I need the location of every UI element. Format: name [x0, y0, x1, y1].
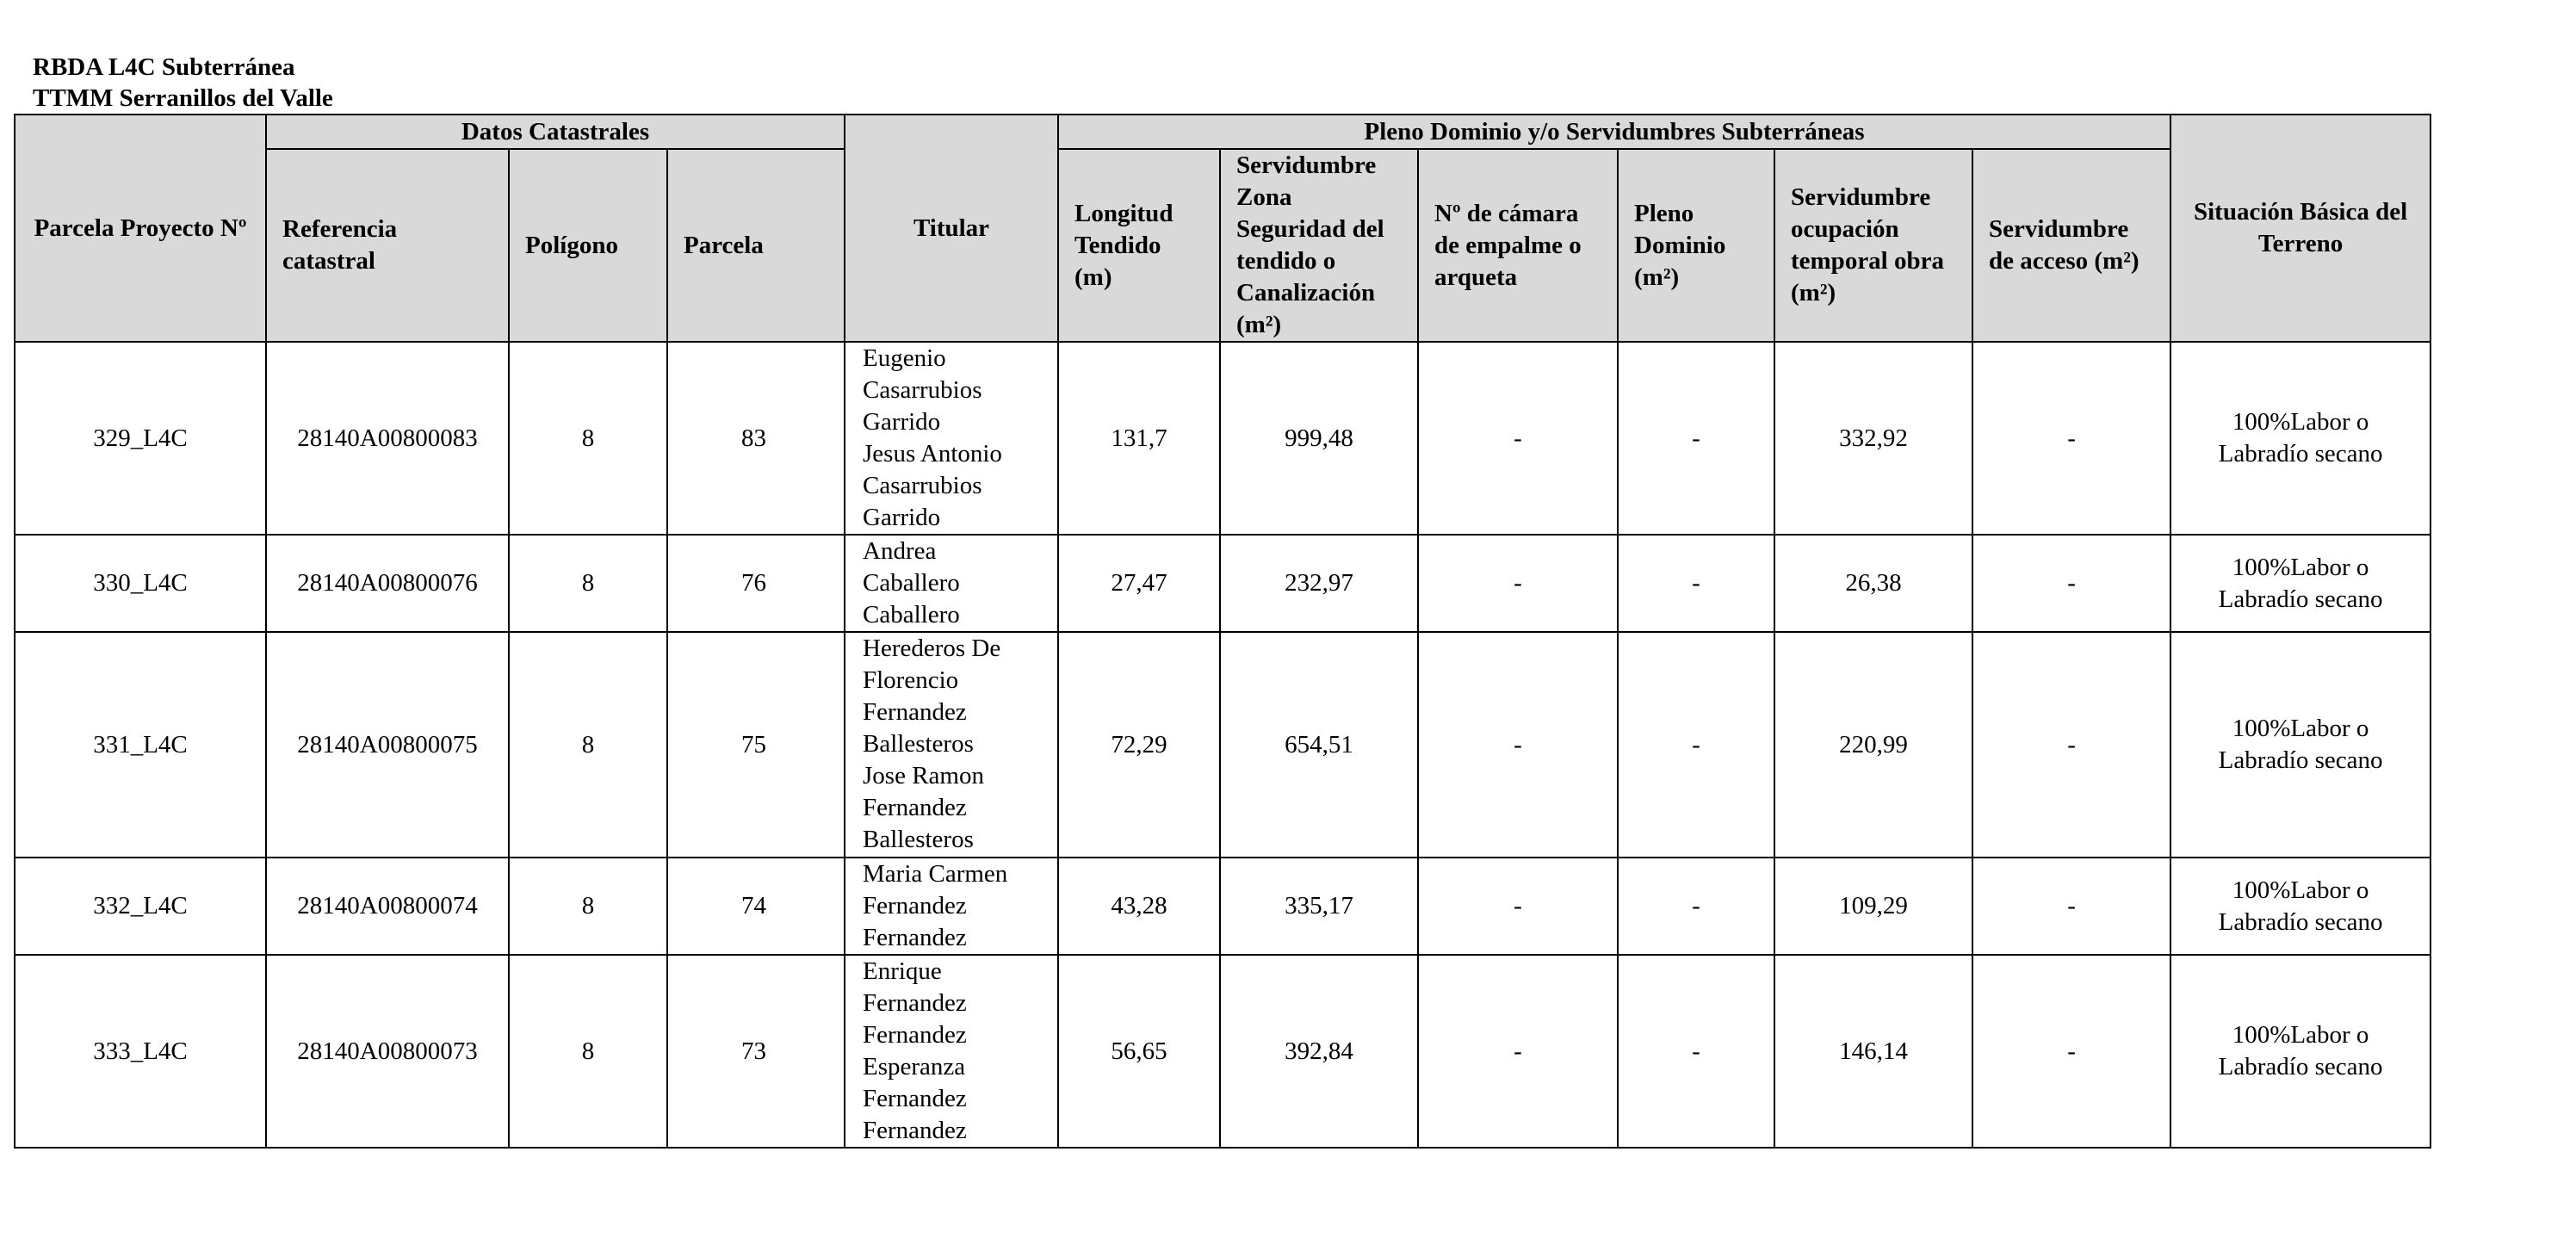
table-body: [15, 342, 2430, 1148]
cell-camara: -: [1418, 955, 1618, 1148]
cell-situacion: 100%Labor o Labradío secano: [2170, 955, 2430, 1148]
cell-servidumbre-zona: 654,51: [1220, 632, 1418, 858]
cell-ocupacion: 109,29: [1774, 858, 1972, 955]
cell-titular: Maria Carmen Fernandez Fernandez: [845, 858, 1058, 955]
cell-situacion: 100%Labor o Labradío secano: [2170, 342, 2430, 535]
cell-camara: -: [1418, 535, 1618, 632]
col-referencia: [266, 149, 509, 342]
cell-referencia: 28140A00800083: [266, 342, 509, 535]
col-ocupacion: [1774, 149, 1972, 342]
cell-camara: -: [1418, 342, 1618, 535]
parcel-table: [14, 114, 2431, 1149]
col-parcela-label: Parcela: [684, 231, 764, 259]
col-camara: [1418, 149, 1618, 342]
cell-titular: Herederos De Florencio Fernandez Ballesteros Jose Ramon Fernandez Ballesteros: [845, 632, 1058, 858]
cell-acceso: -: [1972, 858, 2170, 955]
cell-camara: -: [1418, 632, 1618, 858]
cell-titular: Enrique Fernandez Fernandez Esperanza Fernandez Fernandez: [845, 955, 1058, 1148]
cell-referencia: 28140A00800076: [266, 535, 509, 632]
col-parcela: [667, 149, 845, 342]
col-acceso: [1972, 149, 2170, 342]
cell-poligono: 8: [509, 955, 667, 1148]
col-referencia-label: Referencia catastral: [282, 215, 398, 275]
col-poligono: [509, 149, 667, 342]
col-poligono-label: Polígono: [525, 231, 618, 259]
cell-poligono: 8: [509, 632, 667, 858]
cell-parcela-proyecto: 333_L4C: [15, 955, 266, 1148]
cell-parcela: 73: [667, 955, 845, 1148]
col-situacion-label: Situación Básica del Terreno: [2193, 198, 2408, 257]
cell-situacion: 100%Labor o Labradío secano: [2170, 632, 2430, 858]
cell-referencia: 28140A00800073: [266, 955, 509, 1148]
col-parcela-proyecto: [15, 115, 266, 342]
col-servidumbre-zona-label: Servidumbre Zona Seguridad del tendido o Canalización (m²): [1236, 152, 1384, 338]
cell-pleno: -: [1618, 535, 1774, 632]
cell-longitud: 131,7: [1058, 342, 1220, 535]
cell-pleno: -: [1618, 955, 1774, 1148]
col-longitud: [1058, 149, 1220, 342]
cell-ocupacion: 220,99: [1774, 632, 1972, 858]
cell-pleno: -: [1618, 858, 1774, 955]
cell-parcela: 75: [667, 632, 845, 858]
col-camara-label: Nº de cámara de empalme o arqueta: [1434, 199, 1582, 291]
col-pleno: [1618, 149, 1774, 342]
col-titular: [845, 115, 1058, 342]
cell-ocupacion: 332,92: [1774, 342, 1972, 535]
cell-pleno: -: [1618, 632, 1774, 858]
group-datos-catastrales-label: Datos Catastrales: [461, 117, 650, 146]
table-row: [15, 632, 2430, 858]
cell-acceso: -: [1972, 955, 2170, 1148]
cell-parcela: 76: [667, 535, 845, 632]
cell-ocupacion: 26,38: [1774, 535, 1972, 632]
col-situacion: [2170, 115, 2430, 342]
cell-referencia: 28140A00800075: [266, 632, 509, 858]
cell-longitud: 56,65: [1058, 955, 1220, 1148]
cell-poligono: 8: [509, 535, 667, 632]
cell-pleno: -: [1618, 342, 1774, 535]
col-acceso-label: Servidumbre de acceso (m²): [1989, 215, 2139, 275]
cell-acceso: -: [1972, 342, 2170, 535]
cell-servidumbre-zona: 232,97: [1220, 535, 1418, 632]
cell-servidumbre-zona: 999,48: [1220, 342, 1418, 535]
cell-parcela: 74: [667, 858, 845, 955]
table-row: [15, 342, 2430, 535]
cell-parcela-proyecto: 329_L4C: [15, 342, 266, 535]
cell-situacion: 100%Labor o Labradío secano: [2170, 535, 2430, 632]
cell-titular: Eugenio Casarrubios Garrido Jesus Antonio Casarrubios Garrido: [845, 342, 1058, 535]
cell-camara: -: [1418, 858, 1618, 955]
cell-acceso: -: [1972, 535, 2170, 632]
cell-longitud: 27,47: [1058, 535, 1220, 632]
group-datos-catastrales: [266, 115, 845, 149]
cell-parcela-proyecto: 330_L4C: [15, 535, 266, 632]
cell-longitud: 72,29: [1058, 632, 1220, 858]
cell-poligono: 8: [509, 858, 667, 955]
group-pleno-dominio-label: Pleno Dominio y/o Servidumbres Subterráneas: [1364, 117, 1865, 146]
col-servidumbre-zona: [1220, 149, 1418, 342]
table-row: [15, 858, 2430, 955]
cell-parcela: 83: [667, 342, 845, 535]
table-row: [15, 535, 2430, 632]
cell-acceso: -: [1972, 632, 2170, 858]
cell-titular: Andrea Caballero Caballero: [845, 535, 1058, 632]
col-longitud-label: Longitud Tendido (m): [1074, 199, 1173, 291]
col-ocupacion-label: Servidumbre ocupación temporal obra (m²): [1791, 183, 1944, 307]
document-header: [33, 52, 333, 114]
document-subtitle: TTMM Serranillos del Valle: [33, 84, 333, 112]
cell-situacion: 100%Labor o Labradío secano: [2170, 858, 2430, 955]
cell-ocupacion: 146,14: [1774, 955, 1972, 1148]
cell-parcela-proyecto: 331_L4C: [15, 632, 266, 858]
col-parcela-proyecto-label: Parcela Proyecto Nº: [34, 214, 247, 242]
cell-referencia: 28140A00800074: [266, 858, 509, 955]
cell-servidumbre-zona: 392,84: [1220, 955, 1418, 1148]
col-pleno-label: Pleno Dominio (m²): [1634, 199, 1726, 291]
cell-parcela-proyecto: 332_L4C: [15, 858, 266, 955]
document-title: RBDA L4C Subterránea: [33, 53, 295, 81]
cell-poligono: 8: [509, 342, 667, 535]
cell-longitud: 43,28: [1058, 858, 1220, 955]
cell-servidumbre-zona: 335,17: [1220, 858, 1418, 955]
table-row: [15, 955, 2430, 1148]
group-pleno-dominio: [1058, 115, 2170, 149]
col-titular-label: Titular: [913, 214, 990, 242]
